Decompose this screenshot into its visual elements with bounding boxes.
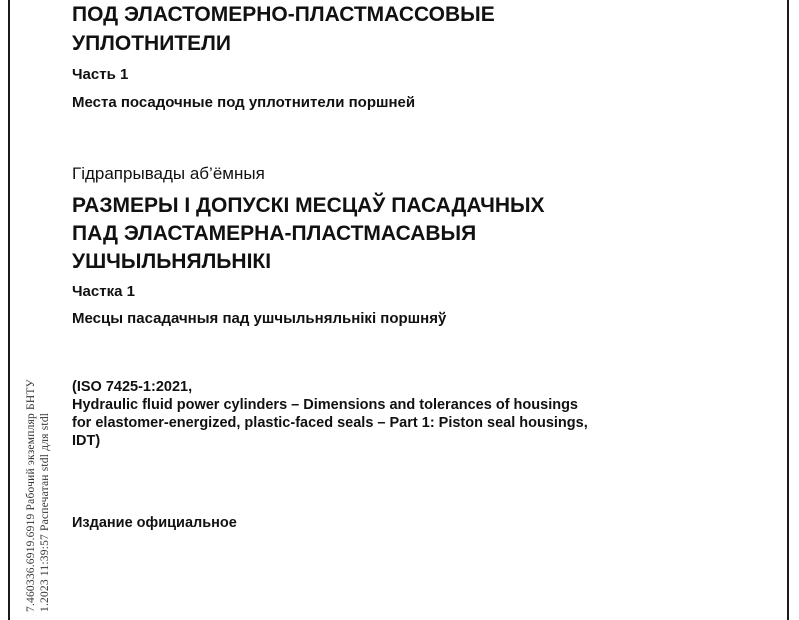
russian-title-line: ПОД ЭЛАСТОМЕРНО-ПЛАСТМАССОВЫЕ bbox=[72, 3, 495, 26]
side-stamp-line: 7.460336.6919.6919 Рабочий экземпляр БНТУ bbox=[25, 379, 37, 612]
iso-reference-line: IDT) bbox=[72, 433, 101, 449]
side-stamp-line: 1.2023 11:39:57 Распечатан stdl для stdl bbox=[38, 412, 51, 612]
belarusian-subtitle: Месцы пасадачныя пад ушчыльняльнікі поршняў bbox=[72, 310, 447, 327]
russian-part-label: Часть 1 bbox=[72, 66, 129, 83]
iso-reference-line: Hydraulic fluid power cylinders – Dimensions and tolerances of housings bbox=[72, 397, 578, 413]
belarusian-title-line: УШЧЫЛЬНЯЛЬНІКІ bbox=[72, 250, 272, 273]
iso-reference-line: (ISO 7425-1:2021, bbox=[72, 379, 193, 395]
belarusian-title-line: ПАД ЭЛАСТАМЕРНА-ПЛАСТМАСАВЫЯ bbox=[72, 222, 477, 245]
russian-title-line: УПЛОТНИТЕЛИ bbox=[72, 32, 231, 55]
belarusian-title-line: РАЗМЕРЫ І ДОПУСКІ МЕСЦАЎ ПАСАДАЧНЫХ bbox=[72, 194, 545, 217]
russian-subtitle: Места посадочные под уплотнители поршней bbox=[72, 94, 416, 111]
frame-border-left bbox=[8, 0, 10, 620]
belarusian-part-label: Частка 1 bbox=[72, 283, 135, 300]
edition-label: Издание официальное bbox=[72, 515, 237, 531]
iso-reference-line: for elastomer-energized, plastic-faced seals – Part 1: Piston seal housings, bbox=[72, 415, 588, 431]
frame-border-right bbox=[787, 0, 789, 620]
belarusian-heading: Гідрапрывады аб’ёмныя bbox=[72, 164, 265, 183]
side-stamp bbox=[25, 379, 52, 612]
